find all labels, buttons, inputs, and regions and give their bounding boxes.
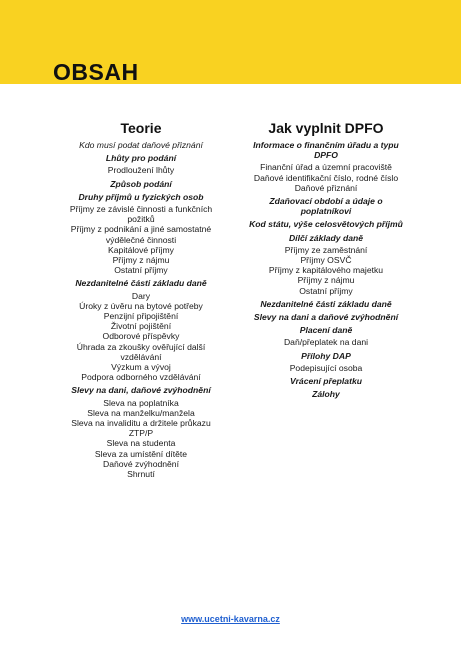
section-heading: Kod státu, výše celosvětových příjmů [249,219,403,230]
section-heading: Druhy příjmů u fyzických osob [78,191,204,202]
list-item: Životní pojištění [110,321,172,332]
list-item: Sleva na studenta [106,438,176,449]
list-item: Příjmy ze zaměstnání [284,244,368,255]
section-heading: Zdaňovací období a údaje o poplatníkovi [269,196,383,217]
website-link[interactable]: www.ucetni-kavarna.cz [181,614,280,624]
list-item: Příjmy z kapitálového majetku [268,265,384,276]
section-heading: Placení daně [299,325,353,336]
theory-list [62,140,220,479]
list-item: Daň/přeplatek na dani [283,337,369,348]
list-item: Sleva na manželku/manžela [87,407,195,418]
list-item: Kapitálové příjmy [108,244,174,255]
section-heading: Nezdanitelné části základu daně [260,298,392,309]
list-item: Příjmy z podnikání a jiné samostatné výdělečné činnosti [70,224,212,245]
section-heading: Informace o finančním úřadu a typu DPFO [253,140,399,161]
list-item: Sleva za umístění dítěte [94,448,188,459]
theory-heading: Teorie [120,120,162,136]
list-item: Daňové identifikační číslo, rodné číslo [253,172,399,183]
section-heading: Nezdanitelné části základu daně [75,278,207,289]
list-item: Ostatní příjmy [114,265,168,276]
list-item: Podpora odborného vzdělávání [81,372,201,383]
section-heading: Lhůty pro podání [105,153,177,164]
dpfo-heading: Jak vyplnit DPFO [268,120,384,136]
list-item: Příjmy z nájmu [112,255,170,266]
list-item: Daňové přiznání [294,182,358,193]
list-item: Daňové zvýhodnění [103,458,179,469]
list-item: Úhrada za zkoušky ověřující další vzdělávání [76,341,206,362]
page-title: OBSAH [53,59,139,85]
section-heading: Vrácení přeplatku [290,376,362,387]
list-item: Penzijní připojištění [103,311,179,322]
dpfo-list [243,140,409,399]
list-item: Podepisující osoba [289,362,363,373]
section-heading: Zálohy [312,389,340,400]
list-item: Ostatní příjmy [299,285,353,296]
list-item: Sleva na invaliditu a držitele průkazu ZTP/P [71,418,211,439]
list-item: Úroky z úvěru na bytové potřeby [79,300,203,311]
list-item: Příjmy z nájmu [297,275,355,286]
section-heading: Způsob podání [110,178,172,189]
dpfo-column [243,120,409,401]
section-heading: Přílohy DAP [301,350,351,361]
list-item: Odborové příspěvky [102,331,180,342]
list-item: Výzkum a vývoj [111,362,171,373]
section-subtitle: Kdo musí podat daňové přiznání [79,140,203,150]
list-item: Finanční úřad a územní pracoviště [260,162,392,173]
theory-column [62,120,220,479]
section-heading: Slevy na dani a daňové zvýhodnění [253,312,399,323]
list-item: Příjmy OSVČ [300,255,352,266]
list-item: Dary [131,290,151,301]
list-item: Prodloužení lhůty [107,165,175,176]
section-heading: Slevy na dani, daňové zvýhodnění [71,385,211,396]
list-item: Sleva na poplatníka [103,397,179,408]
list-item: Shrnutí [127,469,155,480]
list-item: Příjmy ze závislé činnosti a funkčních požitků [69,204,213,225]
section-heading: Dílčí základy daně [288,232,364,243]
